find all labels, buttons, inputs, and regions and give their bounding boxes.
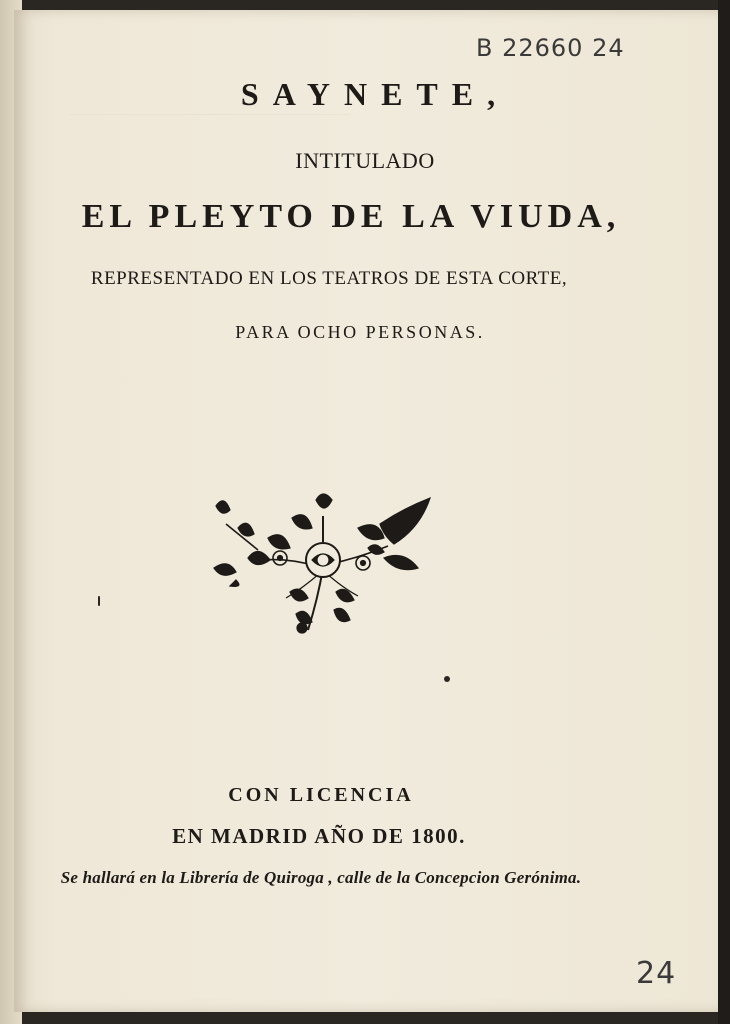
manuscript-page-number: 24 xyxy=(636,956,677,991)
cast-size: PARA OCHO PERSONAS. xyxy=(235,322,485,342)
manuscript-shelfmark: B 22660 24 xyxy=(476,34,625,62)
genre-heading: SAYNETE, xyxy=(240,76,510,112)
bookseller-address: Se hallará en la Librería de Quiroga , calle de la Concepcion Gerónima. xyxy=(60,868,582,887)
license-line: CON LICENCIA xyxy=(228,784,414,806)
floral-vignette-icon xyxy=(208,488,438,642)
play-title: EL PLEYTO DE LA VIUDA, xyxy=(81,198,621,235)
intitulado-label: INTITULADO xyxy=(295,148,435,173)
imprint-place-year: EN MADRID AÑO DE 1800. xyxy=(172,824,466,848)
performance-note: REPRESENTADO EN LOS TEATROS DE ESTA CORTE, xyxy=(90,268,568,289)
